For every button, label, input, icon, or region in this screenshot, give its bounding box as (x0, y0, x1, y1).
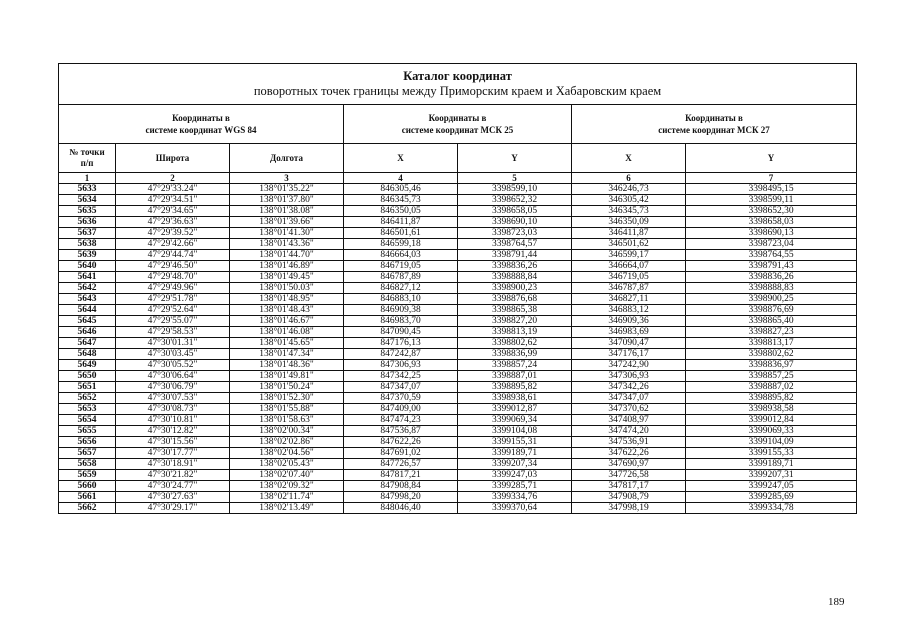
y-msk25-cell: 3398723,03 (458, 228, 572, 239)
column-number: 4 (344, 173, 458, 184)
y-msk27-cell: 3399155,33 (686, 448, 857, 459)
point-number-cell: 5644 (59, 305, 116, 316)
point-number-cell: 5659 (59, 470, 116, 481)
longitude-cell: 138°02'07.40" (230, 470, 344, 481)
longitude-cell: 138°01'41.30" (230, 228, 344, 239)
latitude-cell: 47°30'12.82" (116, 426, 230, 437)
y-msk27-cell: 3398865,40 (686, 316, 857, 327)
point-number-cell: 5655 (59, 426, 116, 437)
y-msk27-cell: 3398895,82 (686, 393, 857, 404)
longitude-cell: 138°01'44.70" (230, 250, 344, 261)
latitude-cell: 47°29'49.96" (116, 283, 230, 294)
x-msk25-cell: 847536,87 (344, 426, 458, 437)
x-msk25-cell: 846983,70 (344, 316, 458, 327)
x-msk27-cell: 347242,90 (572, 360, 686, 371)
y-msk25-cell: 3398764,57 (458, 239, 572, 250)
latitude-cell: 47°29'34.51" (116, 195, 230, 206)
table-row (59, 294, 857, 305)
y-msk27-cell: 3398836,26 (686, 272, 857, 283)
table-row (59, 327, 857, 338)
x-msk27-cell: 347347,07 (572, 393, 686, 404)
x-msk25-cell: 846350,05 (344, 206, 458, 217)
table-row (59, 250, 857, 261)
latitude-cell: 47°30'03.45" (116, 349, 230, 360)
y-msk25-cell: 3398599,10 (458, 184, 572, 195)
latitude-cell: 47°30'10.81" (116, 415, 230, 426)
point-number-cell: 5637 (59, 228, 116, 239)
x-msk27-cell: 347342,26 (572, 382, 686, 393)
x-msk27-cell: 347998,19 (572, 503, 686, 514)
y-msk25-cell: 3399012,87 (458, 404, 572, 415)
x-msk25-cell: 846411,87 (344, 217, 458, 228)
longitude-cell: 138°02'00.34" (230, 426, 344, 437)
x-msk25-cell: 847726,57 (344, 459, 458, 470)
longitude-cell: 138°01'46.67" (230, 316, 344, 327)
y-msk27-cell: 3398723,04 (686, 239, 857, 250)
longitude-cell: 138°02'05.43" (230, 459, 344, 470)
x-msk27-cell: 347536,91 (572, 437, 686, 448)
longitude-cell: 138°01'45.65" (230, 338, 344, 349)
x-msk25-cell: 847817,21 (344, 470, 458, 481)
x-msk25-cell: 847090,45 (344, 327, 458, 338)
group-header-line: системе координат МСК 25 (401, 125, 514, 135)
table-row (59, 503, 857, 514)
latitude-cell: 47°29'33.24" (116, 184, 230, 195)
group-header-line: Координаты в (172, 113, 230, 123)
table-row (59, 305, 857, 316)
longitude-cell: 138°01'46.89" (230, 261, 344, 272)
latitude-cell: 47°29'48.70" (116, 272, 230, 283)
point-number-cell: 5636 (59, 217, 116, 228)
x-msk27-cell: 346246,73 (572, 184, 686, 195)
x-msk27-cell: 346664,07 (572, 261, 686, 272)
y-msk25-cell: 3398813,19 (458, 327, 572, 338)
table-row (59, 283, 857, 294)
y-msk27-cell: 3398938,58 (686, 404, 857, 415)
group-header-line: Координаты в (428, 113, 487, 123)
y-msk25-cell: 3398836,99 (458, 349, 572, 360)
x-msk27-cell: 346345,73 (572, 206, 686, 217)
table-row (59, 371, 857, 382)
latitude-cell: 47°29'42.66" (116, 239, 230, 250)
longitude-cell: 138°01'48.36" (230, 360, 344, 371)
x-msk25-cell: 846719,05 (344, 261, 458, 272)
x-msk25-cell: 848046,40 (344, 503, 458, 514)
y-msk27-cell: 3399069,33 (686, 426, 857, 437)
table-row (59, 206, 857, 217)
point-number-cell: 5639 (59, 250, 116, 261)
latitude-cell: 47°30'15.56" (116, 437, 230, 448)
column-number: 5 (458, 173, 572, 184)
x-msk27-cell: 346350,09 (572, 217, 686, 228)
table-row (59, 437, 857, 448)
table-row (59, 195, 857, 206)
longitude-cell: 138°01'39.66" (230, 217, 344, 228)
latitude-cell: 47°29'51.78" (116, 294, 230, 305)
point-number-cell: 5657 (59, 448, 116, 459)
table-row (59, 481, 857, 492)
latitude-cell: 47°29'36.63" (116, 217, 230, 228)
longitude-cell: 138°02'13.49" (230, 503, 344, 514)
column-number: 3 (230, 173, 344, 184)
column-number-row (59, 173, 857, 184)
x-msk25-cell: 847474,23 (344, 415, 458, 426)
latitude-cell: 47°30'08.73" (116, 404, 230, 415)
group-header-wgs84 (59, 105, 344, 144)
catalog-title: Каталог координат (403, 69, 512, 83)
column-number: 6 (572, 173, 686, 184)
table-row (59, 239, 857, 250)
y-msk27-cell: 3398813,17 (686, 338, 857, 349)
x-msk25-cell: 847622,26 (344, 437, 458, 448)
longitude-cell: 138°01'38.08" (230, 206, 344, 217)
x-msk25-cell: 847370,59 (344, 393, 458, 404)
longitude-cell: 138°01'55.88" (230, 404, 344, 415)
table-row (59, 470, 857, 481)
y-msk25-cell: 3398690,10 (458, 217, 572, 228)
column-header-latitude: Широта (116, 144, 230, 173)
latitude-cell: 47°30'17.77" (116, 448, 230, 459)
y-msk27-cell: 3398599,11 (686, 195, 857, 206)
y-msk25-cell: 3398887,01 (458, 371, 572, 382)
table-row (59, 338, 857, 349)
point-number-cell: 5651 (59, 382, 116, 393)
table-row (59, 184, 857, 195)
longitude-cell: 138°01'52.30" (230, 393, 344, 404)
y-msk25-cell: 3398938,61 (458, 393, 572, 404)
x-msk25-cell: 846345,73 (344, 195, 458, 206)
x-msk25-cell: 847908,84 (344, 481, 458, 492)
y-msk27-cell: 3399247,05 (686, 481, 857, 492)
point-number-cell: 5645 (59, 316, 116, 327)
table-row (59, 415, 857, 426)
column-header-x-msk25: X (344, 144, 458, 173)
longitude-cell: 138°01'46.08" (230, 327, 344, 338)
x-msk25-cell: 846305,46 (344, 184, 458, 195)
table-row (59, 349, 857, 360)
y-msk27-cell: 3398652,30 (686, 206, 857, 217)
table-row (59, 393, 857, 404)
table-row (59, 228, 857, 239)
y-msk25-cell: 3398888,84 (458, 272, 572, 283)
catalog-subtitle: поворотных точек границы между Приморским краем и Хабаровским краем (253, 84, 662, 98)
point-number-cell: 5648 (59, 349, 116, 360)
longitude-cell: 138°02'11.74" (230, 492, 344, 503)
point-number-cell: 5660 (59, 481, 116, 492)
point-number-cell: 5658 (59, 459, 116, 470)
y-msk25-cell: 3398865,38 (458, 305, 572, 316)
y-msk27-cell: 3399104,09 (686, 437, 857, 448)
point-number-cell: 5638 (59, 239, 116, 250)
latitude-cell: 47°30'21.82" (116, 470, 230, 481)
y-msk27-cell: 3398802,62 (686, 349, 857, 360)
latitude-cell: 47°30'24.77" (116, 481, 230, 492)
coordinate-system-header-row (59, 105, 857, 144)
column-header-point-line: п/п (80, 158, 94, 168)
longitude-cell: 138°01'58.63" (230, 415, 344, 426)
x-msk27-cell: 347408,97 (572, 415, 686, 426)
point-number-cell: 5662 (59, 503, 116, 514)
y-msk25-cell: 3399370,64 (458, 503, 572, 514)
y-msk25-cell: 3398876,68 (458, 294, 572, 305)
latitude-cell: 47°30'27.63" (116, 492, 230, 503)
y-msk25-cell: 3398895,82 (458, 382, 572, 393)
longitude-cell: 138°02'09.32" (230, 481, 344, 492)
point-number-cell: 5647 (59, 338, 116, 349)
longitude-cell: 138°01'48.95" (230, 294, 344, 305)
column-number: 7 (686, 173, 857, 184)
point-number-cell: 5649 (59, 360, 116, 371)
x-msk27-cell: 346787,87 (572, 283, 686, 294)
y-msk27-cell: 3399012,84 (686, 415, 857, 426)
x-msk27-cell: 347306,93 (572, 371, 686, 382)
point-number-cell: 5646 (59, 327, 116, 338)
y-msk25-cell: 3398791,44 (458, 250, 572, 261)
x-msk25-cell: 847691,02 (344, 448, 458, 459)
y-msk27-cell: 3399285,69 (686, 492, 857, 503)
y-msk27-cell: 3398764,55 (686, 250, 857, 261)
point-number-cell: 5653 (59, 404, 116, 415)
y-msk27-cell: 3398658,03 (686, 217, 857, 228)
y-msk27-cell: 3398900,25 (686, 294, 857, 305)
x-msk25-cell: 846599,18 (344, 239, 458, 250)
column-header-point (59, 144, 116, 173)
column-header-y-msk25: Y (458, 144, 572, 173)
latitude-cell: 47°29'58.53" (116, 327, 230, 338)
x-msk25-cell: 847347,07 (344, 382, 458, 393)
point-number-cell: 5656 (59, 437, 116, 448)
latitude-cell: 47°29'34.65" (116, 206, 230, 217)
column-header-longitude: Долгота (230, 144, 344, 173)
group-header-line: Координаты в (685, 113, 743, 123)
longitude-cell: 138°01'50.03" (230, 283, 344, 294)
x-msk27-cell: 346599,17 (572, 250, 686, 261)
y-msk25-cell: 3399104,08 (458, 426, 572, 437)
point-number-cell: 5634 (59, 195, 116, 206)
x-msk25-cell: 846664,03 (344, 250, 458, 261)
y-msk25-cell: 3398802,62 (458, 338, 572, 349)
table-row (59, 217, 857, 228)
x-msk27-cell: 347817,17 (572, 481, 686, 492)
latitude-cell: 47°30'05.52" (116, 360, 230, 371)
y-msk25-cell: 3398652,32 (458, 195, 572, 206)
x-msk27-cell: 347474,20 (572, 426, 686, 437)
latitude-cell: 47°30'01.31" (116, 338, 230, 349)
table-row (59, 382, 857, 393)
group-header-line: системе координат WGS 84 (145, 125, 257, 135)
group-header-msk25 (344, 105, 572, 144)
group-header-msk27 (572, 105, 857, 144)
longitude-cell: 138°01'48.43" (230, 305, 344, 316)
y-msk25-cell: 3399069,34 (458, 415, 572, 426)
x-msk25-cell: 846909,38 (344, 305, 458, 316)
y-msk27-cell: 3398827,23 (686, 327, 857, 338)
table-row (59, 316, 857, 327)
x-msk27-cell: 347370,62 (572, 404, 686, 415)
table-row (59, 272, 857, 283)
x-msk25-cell: 846883,10 (344, 294, 458, 305)
latitude-cell: 47°29'55.07" (116, 316, 230, 327)
latitude-cell: 47°29'39.52" (116, 228, 230, 239)
point-number-cell: 5661 (59, 492, 116, 503)
latitude-cell: 47°30'06.79" (116, 382, 230, 393)
column-header-point-line: № точки (69, 147, 105, 157)
x-msk27-cell: 347176,17 (572, 349, 686, 360)
x-msk27-cell: 346909,36 (572, 316, 686, 327)
longitude-cell: 138°01'37.80" (230, 195, 344, 206)
table-title-row (59, 64, 857, 105)
column-header-row (59, 144, 857, 173)
x-msk27-cell: 347726,58 (572, 470, 686, 481)
x-msk25-cell: 846787,89 (344, 272, 458, 283)
point-number-cell: 5650 (59, 371, 116, 382)
point-number-cell: 5641 (59, 272, 116, 283)
y-msk27-cell: 3398888,83 (686, 283, 857, 294)
latitude-cell: 47°30'06.64" (116, 371, 230, 382)
group-header-line: системе координат МСК 27 (658, 125, 770, 135)
latitude-cell: 47°30'18.91" (116, 459, 230, 470)
x-msk25-cell: 846827,12 (344, 283, 458, 294)
table-row (59, 459, 857, 470)
point-number-cell: 5643 (59, 294, 116, 305)
x-msk25-cell: 847409,00 (344, 404, 458, 415)
table-row (59, 426, 857, 437)
page-number: 189 (828, 596, 845, 608)
y-msk25-cell: 3399189,71 (458, 448, 572, 459)
x-msk27-cell: 346883,12 (572, 305, 686, 316)
y-msk25-cell: 3399247,03 (458, 470, 572, 481)
x-msk25-cell: 847998,20 (344, 492, 458, 503)
x-msk27-cell: 347908,79 (572, 492, 686, 503)
y-msk27-cell: 3399207,31 (686, 470, 857, 481)
y-msk25-cell: 3398900,23 (458, 283, 572, 294)
point-number-cell: 5635 (59, 206, 116, 217)
x-msk25-cell: 847342,25 (344, 371, 458, 382)
x-msk27-cell: 347090,47 (572, 338, 686, 349)
longitude-cell: 138°01'49.45" (230, 272, 344, 283)
table-row (59, 404, 857, 415)
column-header-y-msk27: Y (686, 144, 857, 173)
y-msk25-cell: 3398827,20 (458, 316, 572, 327)
longitude-cell: 138°01'50.24" (230, 382, 344, 393)
x-msk25-cell: 847306,93 (344, 360, 458, 371)
y-msk27-cell: 3399334,78 (686, 503, 857, 514)
y-msk27-cell: 3398876,69 (686, 305, 857, 316)
y-msk25-cell: 3398857,24 (458, 360, 572, 371)
longitude-cell: 138°02'02.86" (230, 437, 344, 448)
y-msk25-cell: 3399285,71 (458, 481, 572, 492)
point-number-cell: 5640 (59, 261, 116, 272)
longitude-cell: 138°01'47.34" (230, 349, 344, 360)
longitude-cell: 138°01'35.22" (230, 184, 344, 195)
point-number-cell: 5642 (59, 283, 116, 294)
x-msk27-cell: 346501,62 (572, 239, 686, 250)
latitude-cell: 47°30'29.17" (116, 503, 230, 514)
longitude-cell: 138°01'43.36" (230, 239, 344, 250)
point-number-cell: 5654 (59, 415, 116, 426)
point-number-cell: 5652 (59, 393, 116, 404)
column-number: 1 (59, 173, 116, 184)
y-msk27-cell: 3398495,15 (686, 184, 857, 195)
y-msk27-cell: 3398836,97 (686, 360, 857, 371)
x-msk27-cell: 346719,05 (572, 272, 686, 283)
column-header-x-msk27: X (572, 144, 686, 173)
column-number: 2 (116, 173, 230, 184)
x-msk25-cell: 847176,13 (344, 338, 458, 349)
y-msk25-cell: 3398836,26 (458, 261, 572, 272)
longitude-cell: 138°02'04.56" (230, 448, 344, 459)
y-msk27-cell: 3399189,71 (686, 459, 857, 470)
longitude-cell: 138°01'49.81" (230, 371, 344, 382)
point-number-cell: 5633 (59, 184, 116, 195)
x-msk25-cell: 847242,87 (344, 349, 458, 360)
y-msk27-cell: 3398791,43 (686, 261, 857, 272)
x-msk27-cell: 346827,11 (572, 294, 686, 305)
table-title (59, 64, 857, 105)
x-msk27-cell: 347690,97 (572, 459, 686, 470)
latitude-cell: 47°30'07.53" (116, 393, 230, 404)
x-msk27-cell: 347622,26 (572, 448, 686, 459)
table-row (59, 261, 857, 272)
x-msk27-cell: 346305,42 (572, 195, 686, 206)
y-msk27-cell: 3398887,02 (686, 382, 857, 393)
x-msk27-cell: 346411,87 (572, 228, 686, 239)
table-row (59, 448, 857, 459)
y-msk25-cell: 3399334,76 (458, 492, 572, 503)
y-msk25-cell: 3399155,31 (458, 437, 572, 448)
x-msk25-cell: 846501,61 (344, 228, 458, 239)
x-msk27-cell: 346983,69 (572, 327, 686, 338)
latitude-cell: 47°29'44.74" (116, 250, 230, 261)
y-msk25-cell: 3398658,05 (458, 206, 572, 217)
latitude-cell: 47°29'46.50" (116, 261, 230, 272)
y-msk25-cell: 3399207,34 (458, 459, 572, 470)
table-row (59, 492, 857, 503)
y-msk27-cell: 3398690,13 (686, 228, 857, 239)
table-row (59, 360, 857, 371)
y-msk27-cell: 3398857,25 (686, 371, 857, 382)
latitude-cell: 47°29'52.64" (116, 305, 230, 316)
coordinate-catalog-table (58, 63, 857, 514)
